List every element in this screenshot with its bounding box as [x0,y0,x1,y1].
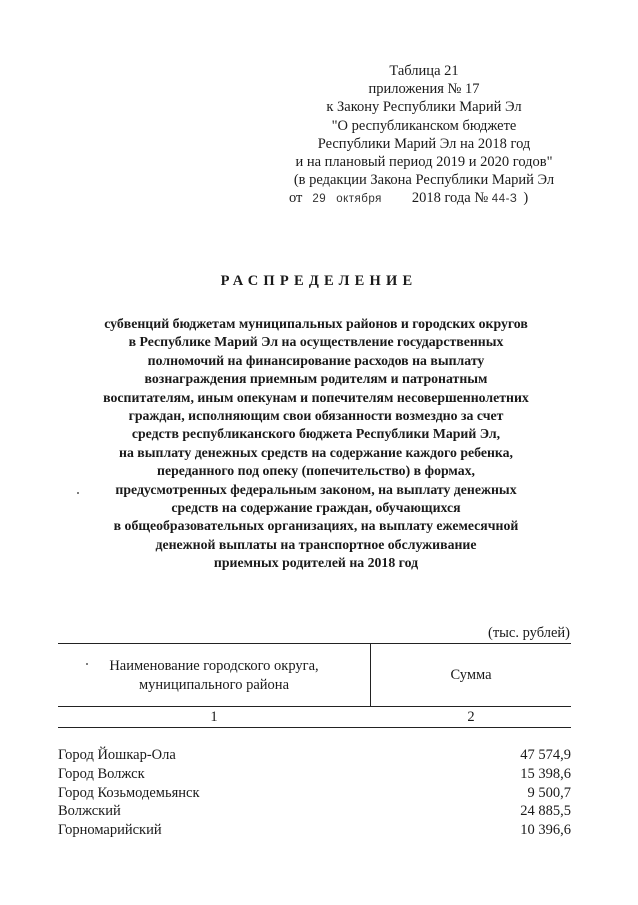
subtitle-line: полномочий на финансирование расходов на выплату [147,352,485,368]
table-row [58,746,571,765]
subtitle-line: переданного под опеку (попечительство) в формах, [157,463,475,479]
date-month: октября [336,193,382,206]
document-subtitle [40,315,592,573]
number-row-rule [58,727,571,728]
subtitle-line: вознаграждения приемным родителям и патронатным [144,371,488,387]
header-line: приложения № 17 [368,81,480,98]
subtitle-line: предусмотренных федеральным законом, на выплату денежных [115,481,517,497]
subtitle-line: субвенций бюджетам муниципальных районов и городских округов [104,316,528,331]
date-prefix: от [289,190,303,207]
table-header [58,643,571,725]
date-suffix: ) [523,190,529,207]
column-number-2: 2 [467,709,475,725]
table-body [58,746,571,840]
column-header-sum: Сумма [450,667,492,683]
row-value: 10 396,6 [520,822,571,839]
column-header-name [58,657,370,695]
table-row [58,765,571,784]
subtitle-line: воспитателям, иным опекунам и попечителям несовершеннолетних [103,389,529,405]
row-name: Город Козьмодемьянск [58,784,200,801]
subtitle-line: граждан, исполняющим свои обязанности возмездно за счет [128,408,504,424]
header-rule [58,706,571,707]
header-line: "О республиканском бюджете [331,117,517,134]
header-line: и на плановый период 2019 и 2020 годов" [295,154,553,171]
table-top-rule [58,643,571,644]
appendix-header [274,62,574,209]
subtitle-line: на выплату денежных средств на содержание каждого ребенка, [119,444,513,460]
subtitle-line: средств на содержание граждан, обучающихся [171,500,461,516]
document-title: РАСПРЕДЕЛЕНИЕ [220,273,418,289]
row-value: 24 885,5 [520,803,571,820]
row-value: 9 500,7 [527,784,571,801]
row-value: 15 398,6 [520,765,571,782]
header-line: к Закону Республики Марий Эл [326,99,522,116]
row-name: Город Йошкар-Ола [58,747,176,763]
date-year-text: 2018 года № [411,190,489,207]
law-number: 44-З [491,193,518,206]
row-value: 47 574,9 [520,747,571,763]
scan-speck [77,492,79,494]
subtitle-line: средств республиканского бюджета Республики Марий Эл, [131,426,501,442]
row-name: Горномарийский [58,822,162,839]
table-row [58,784,571,803]
law-date-line [274,189,574,208]
column-header-name-line: Наименование городского округа, [109,658,319,674]
subtitle-line: в общеобразовательных организациях, на выплату ежемесячной [113,518,519,534]
subtitle-line: в Республике Марий Эл на осуществление государственных [128,334,504,350]
subtitle-line: приемных родителей на 2018 год [213,555,419,571]
table-row [58,802,571,821]
header-line: Республики Марий Эл на 2018 год [317,135,531,152]
header-line: Таблица 21 [389,63,459,79]
column-header-name-line: муниципального района [139,677,289,693]
header-line: (в редакции Закона Республики Марий Эл [293,172,555,189]
units-label: (тыс. рублей) [488,625,570,641]
row-name: Волжский [58,803,121,820]
column-number-1: 1 [210,709,218,725]
table-row [58,821,571,840]
subtitle-line: денежной выплаты на транспортное обслуживание [155,536,477,552]
row-name: Город Волжск [58,765,145,782]
date-day: 29 [312,193,327,206]
scan-speck [86,663,88,665]
